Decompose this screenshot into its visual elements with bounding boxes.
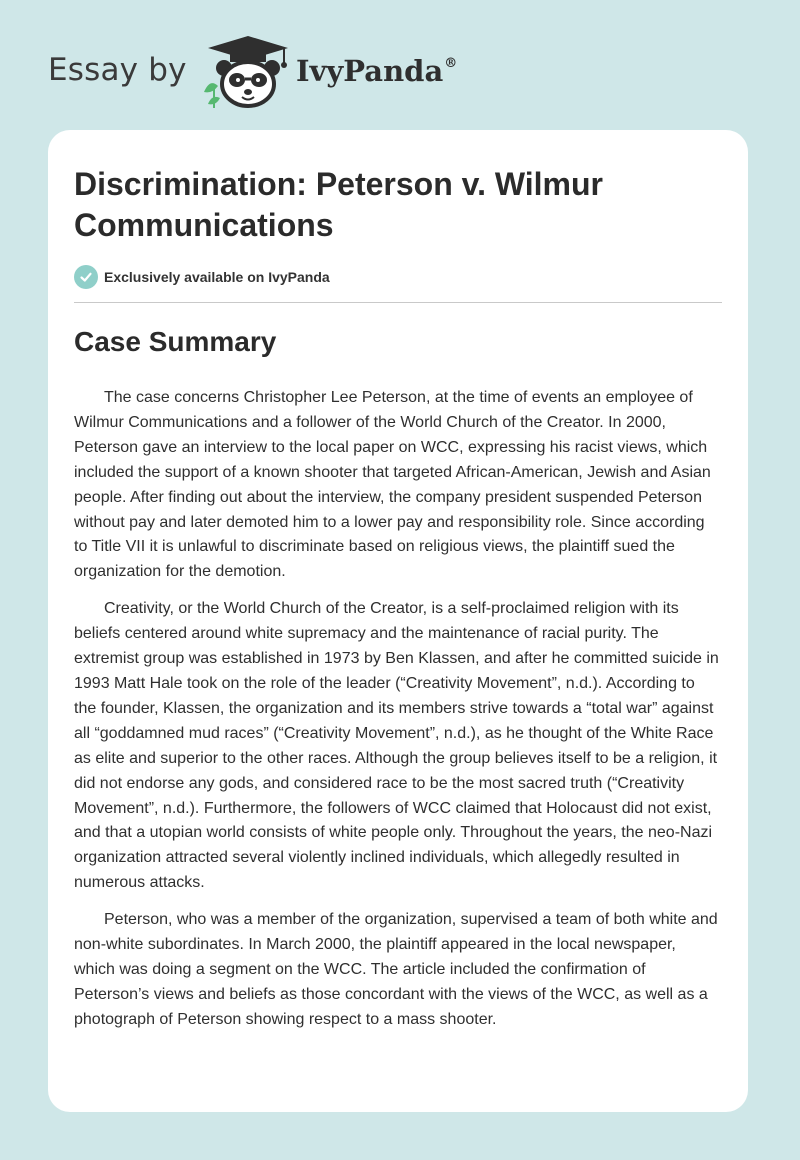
brand-header — [48, 34, 548, 110]
essay-body — [74, 386, 720, 1045]
divider — [74, 302, 722, 303]
paragraph-1: The case concerns Christopher Lee Peterson, at the time of events an employee of Wilmur Communications and a follower of the World Church of the Creator. In 2000, Peterson gave an interview to the local paper on WCC, expressing his racist views, which included the support of a known shooter that targeted African-American, Jewish and Asian people. After finding out about the interview, the company president suspended Peterson without pay and later demoted him to a lower pay and responsibility role. Since according to Title VII it is unlawful to discriminate based on religious views, the plaintiff sued the organization for the demotion. — [74, 389, 711, 581]
section-title: Case Summary — [74, 326, 277, 357]
badge-text: Exclusively available on IvyPanda — [104, 269, 330, 285]
brand-prefix: Essay by — [48, 52, 187, 88]
essay-title: Discrimination: Peterson v. Wilmur Communications — [74, 166, 603, 243]
brand-name-text: IvyPanda — [296, 54, 444, 88]
exclusive-badge — [74, 264, 330, 290]
brand-name[interactable] — [296, 54, 457, 88]
ivypanda-logo-icon[interactable] — [200, 34, 296, 110]
essay-card — [48, 130, 748, 1112]
paragraph-2: Creativity, or the World Church of the Creator, is a self-proclaimed religion with its beliefs centered around white supremacy and the maintenance of racial purity. The extremist group was established in 1973 by Ben Klassen, and after he committed suicide in 1993 Matt Hale took on the role of the leader (“Creativity Movement”, n.d.). According to the founder, Klassen, the organization and its members strive towards a “total war” against all “goddamned mud races” (“Creativity Movement”, n.d.), as he thought of the White Race as elite and superior to the other races. Although the group believes itself to be a religion, it did not endorse any gods, and considered race to be the most sacred truth (“Creativity Movement”, n.d.). Furthermore, the followers of WCC claimed that Holocaust did not exist, and that a utopian world consists of white people only. Throughout the years, the neo-Nazi organization attracted several violently inclined individuals, which allegedly resulted in numerous attacks. — [74, 600, 719, 892]
check-circle-icon — [74, 265, 98, 289]
registered-mark: ® — [444, 56, 458, 71]
paragraph-3: Peterson, who was a member of the organization, supervised a team of both white and non-white subordinates. In March 2000, the plaintiff appeared in the local newspaper, which was doing a segment on the WCC. The article included the confirmation of Peterson’s views and beliefs as those concordant with the views of the WCC, as well as a photograph of Peterson showing respect to a mass shooter. — [74, 911, 718, 1028]
